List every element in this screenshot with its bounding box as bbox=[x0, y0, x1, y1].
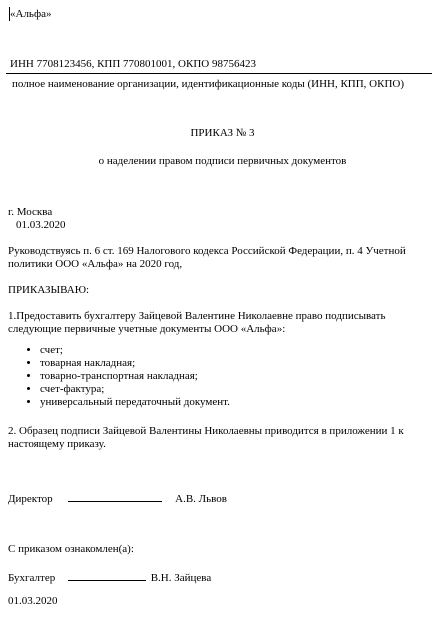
list-item: • универсальный передаточный документ. bbox=[40, 396, 230, 409]
header-rule bbox=[6, 73, 432, 74]
preamble-line-1: Руководствуясь п. 6 ст. 169 Налогового кодекса Российской Федерации, п. 4 Учетной bbox=[8, 245, 406, 257]
city: г. Москва bbox=[8, 206, 53, 218]
order-date: 01.03.2020 bbox=[16, 219, 66, 231]
list-item: • счет; bbox=[40, 344, 230, 357]
preamble-line-2: политики ООО «Альфа» на 2020 год, bbox=[8, 258, 183, 270]
accountant-signature-row bbox=[8, 569, 211, 585]
point-1-line-2: следующие первичные учетные документы ООО «Альфа»: bbox=[8, 323, 286, 335]
director-signature-row bbox=[8, 490, 227, 506]
point-2-line-1: 2. Образец подписи Зайцевой Валентины Николаевны приводится в приложении 1 к bbox=[8, 425, 404, 437]
identification-codes: ИНН 7708123456, КПП 770801001, ОКПО 98756423 bbox=[10, 58, 256, 70]
document-list bbox=[16, 344, 230, 409]
director-position: Директор bbox=[8, 493, 53, 505]
list-item: • товарно-транспортная накладная; bbox=[40, 370, 230, 383]
command-word: ПРИКАЗЫВАЮ: bbox=[8, 284, 90, 296]
header-caption: полное наименование организации, идентификационные коды (ИНН, КПП, ОКПО) bbox=[12, 78, 405, 90]
order-subject: о наделении правом подписи первичных документов bbox=[98, 155, 347, 167]
accountant-position: Бухгалтер bbox=[8, 572, 56, 584]
organization-name: «Альфа» bbox=[10, 8, 52, 20]
list-item: • счет-фактура; bbox=[40, 383, 230, 396]
accountant-name: В.Н. Зайцева bbox=[150, 572, 212, 584]
acknowledgement-label: С приказом ознакомлен(а): bbox=[8, 543, 134, 555]
point-1-line-1: 1.Предоставить бухгалтеру Зайцевой Валентине Николаевне право подписывать bbox=[8, 310, 386, 322]
order-title: ПРИКАЗ № 3 bbox=[190, 127, 255, 139]
director-signature-line bbox=[68, 490, 162, 502]
list-item: • товарная накладная; bbox=[40, 357, 230, 370]
point-2-line-2: настоящему приказу. bbox=[8, 438, 106, 450]
director-name: А.В. Львов bbox=[175, 493, 227, 505]
signature-date: 01.03.2020 bbox=[8, 595, 58, 607]
accountant-signature-line bbox=[68, 569, 146, 581]
